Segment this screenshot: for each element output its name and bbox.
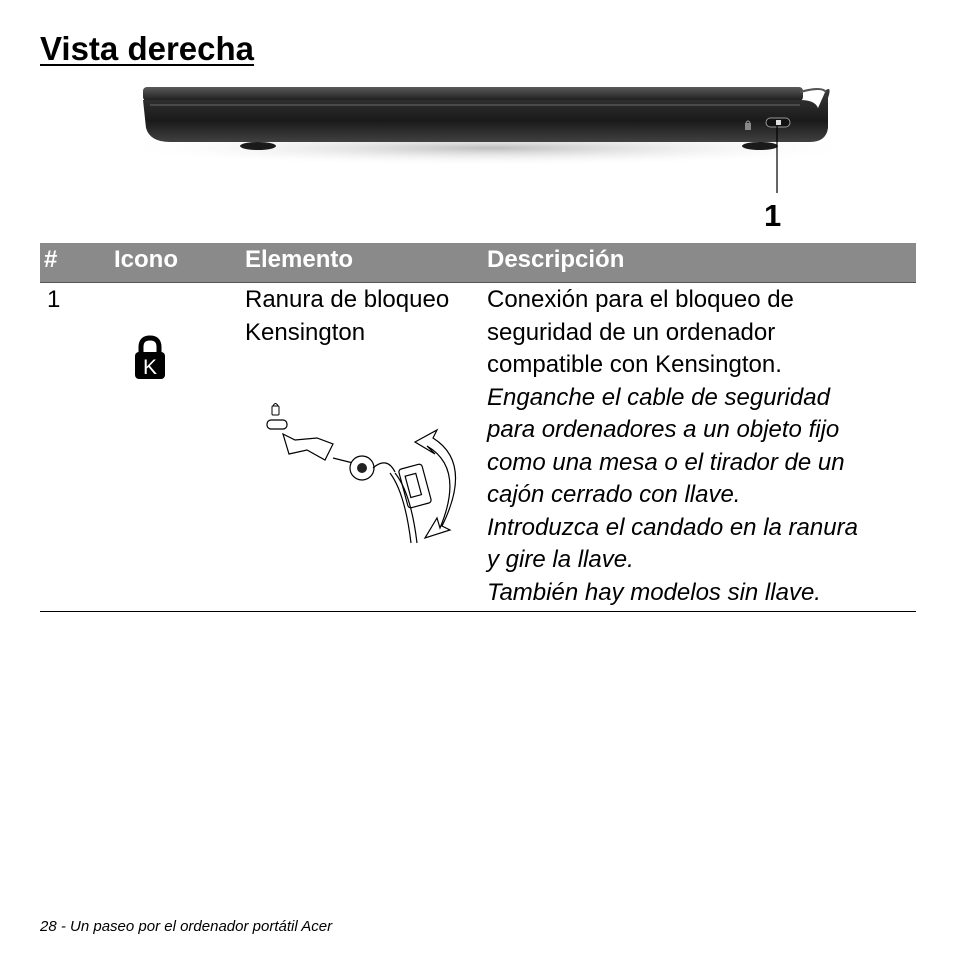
- description-line-italic: y gire la llave.: [487, 546, 634, 573]
- description-line: seguridad de un ordenador: [487, 318, 776, 346]
- page-title: Vista derecha: [40, 30, 255, 67]
- header-icon: Icono: [114, 246, 178, 273]
- page-footer: 28 - Un paseo por el ordenador portátil Acer: [40, 918, 333, 935]
- callout-number: 1: [764, 198, 782, 233]
- header-element: Elemento: [245, 246, 354, 273]
- header-description: Descripción: [487, 246, 625, 273]
- kensington-lock-illustration: [265, 398, 465, 548]
- header-num: #: [44, 246, 58, 273]
- element-name: [245, 284, 481, 349]
- table-header: [40, 243, 916, 283]
- element-line: Kensington: [245, 318, 366, 346]
- kensington-lock-icon: [133, 335, 167, 381]
- description-line-italic: Enganche el cable de seguridad: [487, 383, 830, 411]
- table-row: [40, 283, 916, 612]
- description-line-italic: como una mesa o el tirador de un: [487, 448, 845, 476]
- description-line: Conexión para el bloqueo de: [487, 286, 794, 313]
- description-line-italic: cajón cerrado con llave.: [487, 481, 741, 508]
- description-line: compatible con Kensington.: [487, 351, 782, 378]
- row-number: 1: [47, 286, 61, 313]
- description-line-italic: para ordenadores a un objeto fijo: [487, 416, 840, 443]
- description: [487, 284, 917, 609]
- description-line-italic: También hay modelos sin llave.: [487, 578, 821, 606]
- spec-table: [40, 243, 916, 612]
- element-line: Ranura de bloqueo: [245, 286, 450, 313]
- svg-text:K: K: [142, 356, 158, 379]
- description-line-italic: Introduzca el candado en la ranura: [487, 513, 858, 541]
